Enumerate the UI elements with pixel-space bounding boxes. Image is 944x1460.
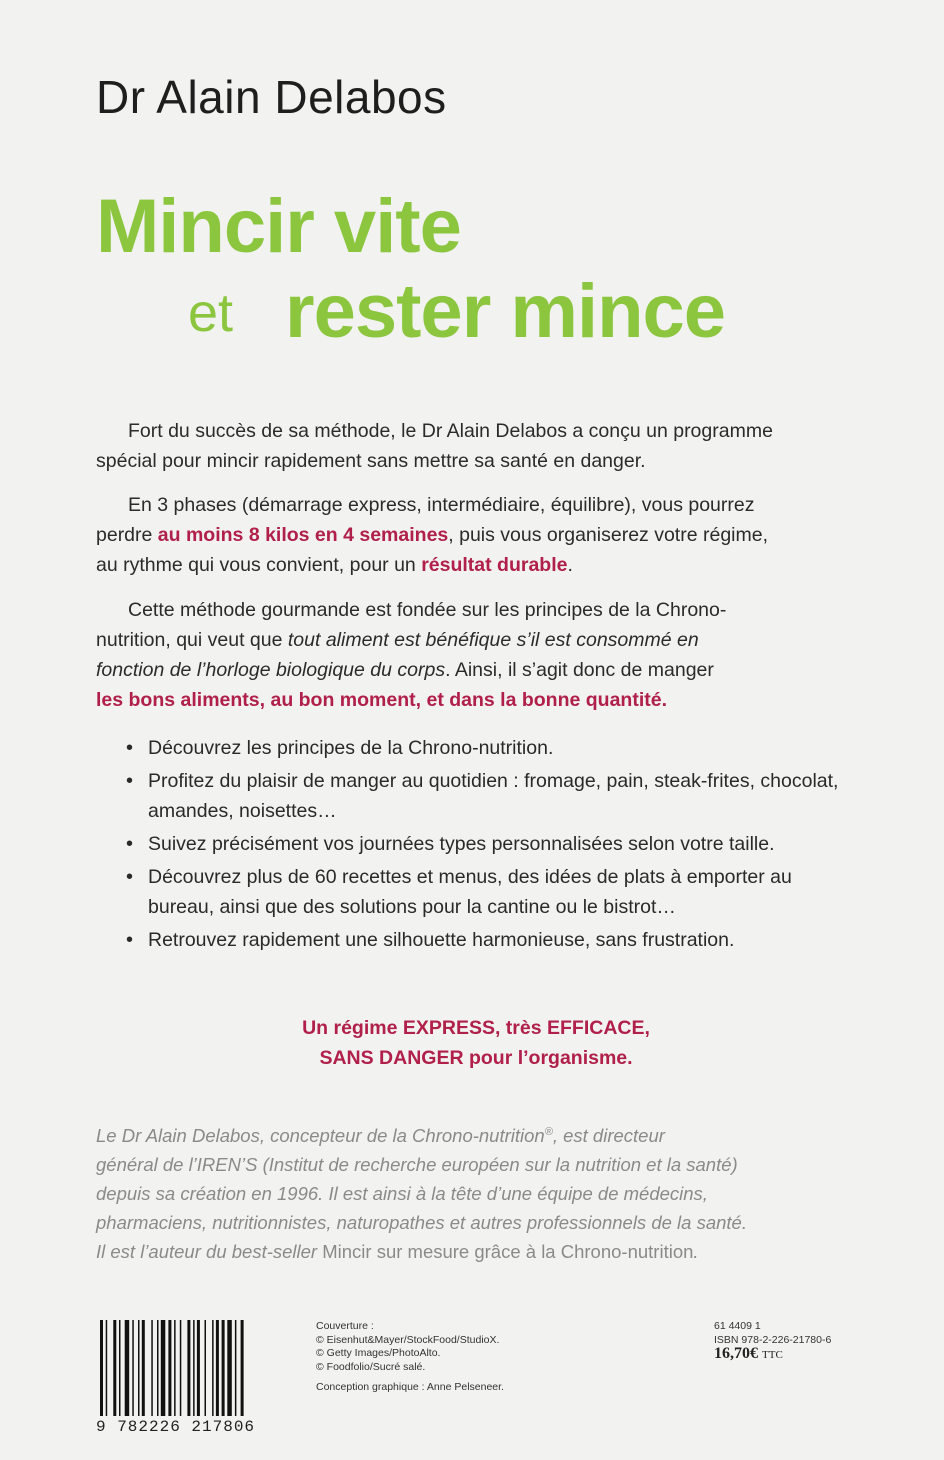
bio-text: Le Dr Alain Delabos, concepteur de la Chrono-nutrition bbox=[96, 1125, 545, 1147]
list-item: • Découvrez les principes de la Chrono-nutrition. bbox=[96, 733, 856, 763]
phases-line-3 bbox=[96, 550, 846, 580]
bestseller-title: Mincir sur mesure grâce à la Chrono-nutrition bbox=[322, 1241, 694, 1263]
isbn-block bbox=[714, 1320, 831, 1363]
phases-line-1: En 3 phases (démarrage express, intermédiaire, équilibre), vous pourrez bbox=[128, 494, 755, 516]
cover-credits bbox=[316, 1320, 504, 1395]
author-bio bbox=[96, 1118, 856, 1266]
credits-heading: Couverture : bbox=[316, 1320, 374, 1332]
bio-line-5 bbox=[96, 1237, 856, 1266]
method-line-2 bbox=[96, 625, 846, 655]
intro-paragraph bbox=[96, 416, 846, 476]
design-credit: Conception graphique : Anne Pelseneer. bbox=[316, 1381, 504, 1393]
phases-text: , puis vous organiserez votre régime, bbox=[448, 524, 768, 546]
author-name: Dr Alain Delabos bbox=[96, 71, 447, 123]
barcode bbox=[96, 1320, 292, 1416]
intro-line-2: spécial pour mincir rapidement sans mettre sa santé en danger. bbox=[96, 450, 646, 472]
method-highlight: les bons aliments, au bon moment, et dans la bonne quantité. bbox=[96, 689, 667, 711]
isbn-number: ISBN 978-2-226-21780-6 bbox=[714, 1333, 832, 1346]
bio-text: . bbox=[693, 1241, 699, 1263]
book-title-line2: rester mince bbox=[285, 269, 726, 354]
barcode-number: 9 782226 217806 bbox=[96, 1418, 256, 1436]
method-text: nutrition, qui veut que bbox=[96, 629, 288, 651]
tagline-line-2: SANS DANGER pour l’organisme. bbox=[319, 1047, 633, 1069]
benefits-list bbox=[96, 733, 856, 958]
method-text: . Ainsi, il s’agit donc de manger bbox=[445, 659, 714, 681]
book-title-line1: Mincir vite bbox=[96, 184, 461, 269]
bio-line-4: pharmaciens, nutritionnistes, naturopathes et autres professionnels de la santé. bbox=[96, 1212, 747, 1234]
phases-paragraph bbox=[96, 490, 846, 580]
registered-mark: ® bbox=[544, 1126, 553, 1138]
weight-loss-highlight: au moins 8 kilos en 4 semaines bbox=[157, 524, 449, 546]
method-italic: tout aliment est bénéfique s’il est consommé en bbox=[287, 629, 699, 651]
method-italic: fonction de l’horloge biologique du corps bbox=[96, 659, 446, 681]
tagline bbox=[96, 1013, 856, 1073]
intro-line-1: Fort du succès de sa méthode, le Dr Alain Delabos a conçu un programme bbox=[128, 420, 773, 442]
method-paragraph bbox=[96, 595, 846, 715]
book-title-et: et bbox=[188, 283, 234, 343]
bio-line-2: général de l’IREN’S (Institut de recherche européen sur la nutrition et la santé) bbox=[96, 1154, 738, 1176]
list-item: • Profitez du plaisir de manger au quotidien : fromage, pain, steak-frites, chocolat, amandes, noisettes… bbox=[96, 766, 856, 826]
bio-text: Il est l’auteur du best-seller bbox=[96, 1241, 323, 1263]
list-item: • Retrouvez rapidement une silhouette harmonieuse, sans frustration. bbox=[96, 925, 856, 955]
product-code: 61 4409 1 bbox=[714, 1320, 761, 1332]
credit-line: © Foodfolio/Sucré salé. bbox=[316, 1360, 426, 1373]
list-item: • Découvrez plus de 60 recettes et menus, des idées de plats à emporter au bureau, ainsi que des solutions pour la cantine ou le bistrot… bbox=[96, 862, 856, 922]
price-value: 16,70€ bbox=[714, 1345, 758, 1362]
phases-text: perdre bbox=[96, 524, 158, 546]
bio-text: , est directeur bbox=[552, 1125, 665, 1147]
phases-line-2 bbox=[96, 520, 846, 550]
price-ttc: TTC bbox=[762, 1349, 783, 1361]
credit-line: © Getty Images/PhotoAlto. bbox=[316, 1347, 441, 1359]
method-line-1: Cette méthode gourmande est fondée sur les principes de la Chrono- bbox=[128, 599, 727, 621]
tagline-line-1: Un régime EXPRESS, très EFFICACE, bbox=[302, 1017, 650, 1039]
list-item: • Suivez précisément vos journées types personnalisées selon votre taille. bbox=[96, 829, 856, 859]
barcode-icon bbox=[96, 1320, 292, 1416]
credit-line: © Eisenhut&Mayer/StockFood/StudioX. bbox=[316, 1333, 500, 1346]
bio-line-3: depuis sa création en 1996. Il est ainsi à la tête d’une équipe de médecins, bbox=[96, 1183, 708, 1205]
bio-line-1 bbox=[96, 1118, 856, 1150]
phases-text: au rythme qui vous convient, pour un bbox=[96, 554, 422, 576]
durable-result-highlight: résultat durable bbox=[421, 554, 568, 576]
price bbox=[714, 1347, 831, 1363]
phases-text: . bbox=[567, 554, 573, 576]
method-line-3 bbox=[96, 655, 846, 685]
